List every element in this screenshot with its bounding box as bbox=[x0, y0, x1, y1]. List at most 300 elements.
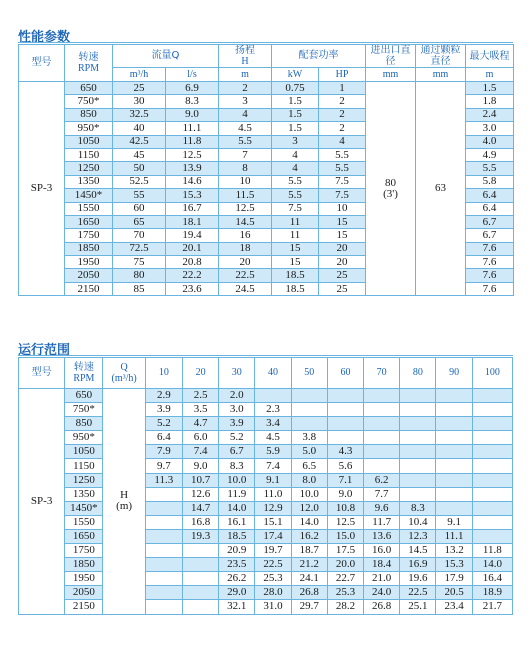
head-value-cell bbox=[364, 431, 400, 445]
header2-q-label: Q bbox=[120, 362, 128, 373]
head-value-cell: 6.7 bbox=[219, 445, 255, 459]
flow-ls-cell: 9.0 bbox=[166, 108, 219, 121]
head-value-cell bbox=[436, 459, 472, 473]
head-value-cell bbox=[182, 586, 218, 600]
power-kw-cell: 11 bbox=[272, 215, 319, 228]
head-value-cell: 5.9 bbox=[255, 445, 291, 459]
rpm-cell: 950* bbox=[65, 122, 113, 135]
head-value-cell bbox=[472, 403, 512, 417]
head-value-cell bbox=[327, 417, 363, 431]
head-value-cell: 4.5 bbox=[255, 431, 291, 445]
header-head-unit: m bbox=[219, 68, 272, 82]
head-value-cell bbox=[472, 417, 512, 431]
head-value-cell bbox=[400, 445, 436, 459]
head-value-cell bbox=[255, 389, 291, 403]
rpm-cell: 650 bbox=[65, 82, 113, 95]
suction-cell: 7.6 bbox=[466, 242, 514, 255]
power-kw-cell: 5.5 bbox=[272, 189, 319, 202]
head-cell: 24.5 bbox=[219, 282, 272, 295]
head-value-cell: 26.8 bbox=[364, 600, 400, 614]
head-value-cell: 14.5 bbox=[400, 544, 436, 558]
head-cell: 14.5 bbox=[219, 215, 272, 228]
flow-ls-cell: 19.4 bbox=[166, 229, 219, 242]
table-row bbox=[19, 501, 513, 515]
operating-range-table-body bbox=[19, 389, 513, 615]
head-value-cell: 5.2 bbox=[219, 431, 255, 445]
head-value-cell: 21.0 bbox=[364, 572, 400, 586]
power-hp-cell: 7.5 bbox=[319, 175, 366, 188]
head-value-cell bbox=[145, 600, 182, 614]
head-value-cell bbox=[182, 544, 218, 558]
head-value-cell: 18.7 bbox=[291, 544, 327, 558]
head-value-cell: 8.3 bbox=[400, 501, 436, 515]
head-value-cell: 17.5 bbox=[327, 544, 363, 558]
flow-ls-cell: 11.1 bbox=[166, 122, 219, 135]
suction-cell: 1.5 bbox=[466, 82, 514, 95]
flow-ls-cell: 13.9 bbox=[166, 162, 219, 175]
operating-range-table bbox=[18, 357, 513, 615]
rpm-cell: 1650 bbox=[65, 529, 103, 543]
flow-m3h-cell: 25 bbox=[113, 82, 166, 95]
rpm-cell: 2050 bbox=[65, 586, 103, 600]
top-rule bbox=[18, 42, 513, 43]
head-value-cell bbox=[364, 445, 400, 459]
head-value-cell bbox=[400, 431, 436, 445]
flow-m3h-cell: 40 bbox=[113, 122, 166, 135]
head-value-cell bbox=[291, 417, 327, 431]
performance-table bbox=[18, 44, 514, 296]
head-value-cell bbox=[400, 487, 436, 501]
power-hp-cell: 4 bbox=[319, 135, 366, 148]
rpm-cell: 1350 bbox=[65, 487, 103, 501]
head-value-cell: 18.4 bbox=[364, 558, 400, 572]
head-value-cell bbox=[400, 389, 436, 403]
head-value-cell bbox=[436, 487, 472, 501]
power-hp-cell: 25 bbox=[319, 282, 366, 295]
head-value-cell bbox=[145, 501, 182, 515]
power-kw-cell: 18.5 bbox=[272, 282, 319, 295]
head-value-cell: 9.1 bbox=[436, 515, 472, 529]
head-value-cell: 28.2 bbox=[327, 600, 363, 614]
head-value-cell: 16.2 bbox=[291, 529, 327, 543]
power-hp-cell: 15 bbox=[319, 215, 366, 228]
head-value-cell: 16.4 bbox=[472, 572, 512, 586]
head-value-cell: 10.8 bbox=[327, 501, 363, 515]
head-value-cell: 7.4 bbox=[255, 459, 291, 473]
flow-m3h-cell: 60 bbox=[113, 202, 166, 215]
flow-ls-cell: 11.8 bbox=[166, 135, 219, 148]
head-value-cell: 25.3 bbox=[255, 572, 291, 586]
rpm-cell: 1250 bbox=[65, 162, 113, 175]
model-cell: SP-3 bbox=[19, 389, 65, 615]
power-kw-cell: 11 bbox=[272, 229, 319, 242]
head-value-cell bbox=[364, 389, 400, 403]
head-value-cell: 16.1 bbox=[219, 515, 255, 529]
flow-ls-cell: 14.6 bbox=[166, 175, 219, 188]
table-row bbox=[19, 558, 513, 572]
power-kw-cell: 15 bbox=[272, 242, 319, 255]
head-value-cell: 24.1 bbox=[291, 572, 327, 586]
head-value-cell bbox=[436, 431, 472, 445]
table-row bbox=[19, 473, 513, 487]
head-value-cell: 11.0 bbox=[255, 487, 291, 501]
head-value-cell bbox=[145, 558, 182, 572]
header-particle: 通过颗粒直径 bbox=[416, 45, 466, 68]
head-value-cell: 9.7 bbox=[145, 459, 182, 473]
head-cell: 8 bbox=[219, 162, 272, 175]
head-value-cell bbox=[182, 572, 218, 586]
head-value-cell bbox=[145, 586, 182, 600]
head-value-cell: 12.0 bbox=[291, 501, 327, 515]
inlet-value-inch: (3') bbox=[383, 187, 398, 200]
header2-flow: 30 bbox=[219, 358, 255, 389]
head-cell: 12.5 bbox=[219, 202, 272, 215]
head-value-cell: 3.9 bbox=[219, 417, 255, 431]
head-value-cell: 20.5 bbox=[436, 586, 472, 600]
performance-table-body bbox=[19, 82, 514, 296]
header2-model: 型号 bbox=[19, 358, 65, 389]
header-speed-label: 转速 bbox=[78, 52, 99, 63]
head-value-cell bbox=[436, 473, 472, 487]
table-row bbox=[19, 459, 513, 473]
head-value-cell: 10.0 bbox=[291, 487, 327, 501]
flow-ls-cell: 18.1 bbox=[166, 215, 219, 228]
head-cell: 16 bbox=[219, 229, 272, 242]
table-row bbox=[19, 389, 513, 403]
table-row bbox=[19, 431, 513, 445]
head-value-cell: 8.0 bbox=[291, 473, 327, 487]
header-speed bbox=[65, 45, 113, 82]
head-value-cell: 5.0 bbox=[291, 445, 327, 459]
header-speed-unit: RPM bbox=[77, 63, 100, 74]
flow-m3h-cell: 70 bbox=[113, 229, 166, 242]
header-suction-unit: m bbox=[466, 68, 514, 82]
head-value-cell bbox=[327, 431, 363, 445]
power-hp-cell: 20 bbox=[319, 242, 366, 255]
suction-cell: 7.6 bbox=[466, 269, 514, 282]
head-value-cell bbox=[472, 487, 512, 501]
head-value-cell: 19.6 bbox=[400, 572, 436, 586]
header2-speed-unit: RPM bbox=[73, 373, 95, 384]
flow-m3h-cell: 50 bbox=[113, 162, 166, 175]
head-cell: 11.5 bbox=[219, 189, 272, 202]
head-value-cell: 7.1 bbox=[327, 473, 363, 487]
power-hp-cell: 5.5 bbox=[319, 148, 366, 161]
header-head-symbol: H bbox=[241, 56, 249, 67]
power-kw-cell: 1.5 bbox=[272, 108, 319, 121]
head-value-cell: 6.2 bbox=[364, 473, 400, 487]
head-value-cell: 2.5 bbox=[182, 389, 218, 403]
h-unit: (m) bbox=[116, 500, 133, 513]
header-suction: 最大吸程 bbox=[466, 45, 514, 68]
head-value-cell bbox=[472, 529, 512, 543]
header2-flow: 90 bbox=[436, 358, 472, 389]
head-value-cell: 22.5 bbox=[400, 586, 436, 600]
head-cell: 7 bbox=[219, 148, 272, 161]
head-value-cell: 10.0 bbox=[219, 473, 255, 487]
rpm-cell: 850 bbox=[65, 108, 113, 121]
head-value-cell: 15.1 bbox=[255, 515, 291, 529]
head-value-cell: 26.2 bbox=[219, 572, 255, 586]
table-row bbox=[19, 515, 513, 529]
head-cell: 5.5 bbox=[219, 135, 272, 148]
head-value-cell: 2.9 bbox=[145, 389, 182, 403]
rpm-cell: 1050 bbox=[65, 445, 103, 459]
rpm-cell: 1450* bbox=[65, 189, 113, 202]
head-value-cell: 7.9 bbox=[145, 445, 182, 459]
head-value-cell: 7.4 bbox=[182, 445, 218, 459]
head-value-cell: 3.9 bbox=[145, 403, 182, 417]
inlet-value: 80 bbox=[385, 176, 396, 189]
flow-m3h-cell: 45 bbox=[113, 148, 166, 161]
head-value-cell bbox=[400, 417, 436, 431]
head-value-cell: 31.0 bbox=[255, 600, 291, 614]
head-value-cell bbox=[472, 515, 512, 529]
head-value-cell: 9.0 bbox=[182, 459, 218, 473]
head-value-cell: 13.2 bbox=[436, 544, 472, 558]
head-value-cell bbox=[182, 600, 218, 614]
head-value-cell: 23.4 bbox=[436, 600, 472, 614]
rpm-cell: 1550 bbox=[65, 515, 103, 529]
head-value-cell: 21.2 bbox=[291, 558, 327, 572]
suction-cell: 4.0 bbox=[466, 135, 514, 148]
head-value-cell: 20.9 bbox=[219, 544, 255, 558]
flow-m3h-cell: 32.5 bbox=[113, 108, 166, 121]
flow-m3h-cell: 52.5 bbox=[113, 175, 166, 188]
head-value-cell: 2.0 bbox=[219, 389, 255, 403]
table-row bbox=[19, 544, 513, 558]
head-value-cell: 15.0 bbox=[327, 529, 363, 543]
table-row bbox=[19, 403, 513, 417]
power-hp-cell: 15 bbox=[319, 229, 366, 242]
header2-flow: 40 bbox=[255, 358, 291, 389]
rpm-cell: 1850 bbox=[65, 242, 113, 255]
table-row bbox=[19, 445, 513, 459]
mid-rule bbox=[18, 355, 513, 356]
head-value-cell bbox=[472, 473, 512, 487]
suction-cell: 3.0 bbox=[466, 122, 514, 135]
head-value-cell: 17.4 bbox=[255, 529, 291, 543]
head-value-cell: 3.4 bbox=[255, 417, 291, 431]
head-value-cell: 14.7 bbox=[182, 501, 218, 515]
head-value-cell: 32.1 bbox=[219, 600, 255, 614]
head-value-cell: 4.7 bbox=[182, 417, 218, 431]
suction-cell: 6.4 bbox=[466, 189, 514, 202]
rpm-cell: 950* bbox=[65, 431, 103, 445]
head-value-cell: 14.0 bbox=[472, 558, 512, 572]
suction-cell: 5.5 bbox=[466, 162, 514, 175]
head-cell: 4.5 bbox=[219, 122, 272, 135]
power-kw-cell: 4 bbox=[272, 162, 319, 175]
head-value-cell: 19.3 bbox=[182, 529, 218, 543]
head-value-cell: 28.0 bbox=[255, 586, 291, 600]
rpm-cell: 1650 bbox=[65, 215, 113, 228]
power-kw-cell: 5.5 bbox=[272, 175, 319, 188]
table-row bbox=[19, 600, 513, 614]
h-label: H bbox=[120, 489, 129, 502]
h-label-cell bbox=[103, 389, 145, 615]
head-value-cell bbox=[472, 459, 512, 473]
head-value-cell: 29.7 bbox=[291, 600, 327, 614]
rpm-cell: 2150 bbox=[65, 282, 113, 295]
rpm-cell: 1950 bbox=[65, 572, 103, 586]
head-value-cell bbox=[182, 558, 218, 572]
flow-m3h-cell: 55 bbox=[113, 189, 166, 202]
header-model: 型号 bbox=[19, 45, 65, 82]
power-hp-cell: 2 bbox=[319, 95, 366, 108]
head-value-cell: 14.0 bbox=[219, 501, 255, 515]
head-value-cell: 6.5 bbox=[291, 459, 327, 473]
suction-cell: 7.6 bbox=[466, 282, 514, 295]
rpm-cell: 1450* bbox=[65, 501, 103, 515]
head-value-cell: 20.0 bbox=[327, 558, 363, 572]
power-hp-cell: 10 bbox=[319, 202, 366, 215]
table-row bbox=[19, 82, 514, 95]
head-value-cell: 12.9 bbox=[255, 501, 291, 515]
head-value-cell: 11.7 bbox=[364, 515, 400, 529]
head-value-cell: 9.0 bbox=[327, 487, 363, 501]
head-cell: 22.5 bbox=[219, 269, 272, 282]
flow-ls-cell: 12.5 bbox=[166, 148, 219, 161]
inlet-cell bbox=[366, 82, 416, 296]
flow-ls-cell: 22.2 bbox=[166, 269, 219, 282]
particle-cell: 63 bbox=[416, 82, 466, 296]
rpm-cell: 2150 bbox=[65, 600, 103, 614]
power-kw-cell: 1.5 bbox=[272, 95, 319, 108]
head-value-cell bbox=[472, 445, 512, 459]
power-kw-cell: 1.5 bbox=[272, 122, 319, 135]
rpm-cell: 2050 bbox=[65, 269, 113, 282]
power-kw-cell: 18.5 bbox=[272, 269, 319, 282]
rpm-cell: 750* bbox=[65, 403, 103, 417]
head-value-cell: 21.7 bbox=[472, 600, 512, 614]
power-kw-cell: 4 bbox=[272, 148, 319, 161]
flow-m3h-cell: 85 bbox=[113, 282, 166, 295]
power-hp-cell: 2 bbox=[319, 122, 366, 135]
header2-flow: 80 bbox=[400, 358, 436, 389]
table-row bbox=[19, 572, 513, 586]
suction-cell: 6.4 bbox=[466, 202, 514, 215]
flow-ls-cell: 23.6 bbox=[166, 282, 219, 295]
head-value-cell: 9.1 bbox=[255, 473, 291, 487]
flow-ls-cell: 20.8 bbox=[166, 256, 219, 269]
header-head-label: 扬程 bbox=[235, 45, 255, 56]
flow-ls-cell: 8.3 bbox=[166, 95, 219, 108]
flow-m3h-cell: 65 bbox=[113, 215, 166, 228]
head-value-cell: 15.3 bbox=[436, 558, 472, 572]
flow-m3h-cell: 42.5 bbox=[113, 135, 166, 148]
flow-m3h-cell: 30 bbox=[113, 95, 166, 108]
header2-speed-label: 转速 bbox=[73, 362, 94, 373]
head-value-cell: 10.7 bbox=[182, 473, 218, 487]
head-value-cell bbox=[145, 529, 182, 543]
head-value-cell: 3.0 bbox=[219, 403, 255, 417]
head-value-cell: 2.3 bbox=[255, 403, 291, 417]
head-value-cell: 10.4 bbox=[400, 515, 436, 529]
power-hp-cell: 5.5 bbox=[319, 162, 366, 175]
table-row bbox=[19, 417, 513, 431]
head-value-cell bbox=[145, 544, 182, 558]
suction-cell: 7.6 bbox=[466, 256, 514, 269]
head-value-cell: 19.7 bbox=[255, 544, 291, 558]
header-power-unit-hp: HP bbox=[319, 68, 366, 82]
header2-flow: 100 bbox=[472, 358, 512, 389]
header-flow: 流量Q bbox=[113, 45, 219, 68]
rpm-cell: 1950 bbox=[65, 256, 113, 269]
head-value-cell: 26.8 bbox=[291, 586, 327, 600]
head-value-cell: 18.5 bbox=[219, 529, 255, 543]
head-value-cell bbox=[436, 501, 472, 515]
head-value-cell: 11.8 bbox=[472, 544, 512, 558]
head-value-cell: 16.9 bbox=[400, 558, 436, 572]
rpm-cell: 1150 bbox=[65, 459, 103, 473]
head-value-cell: 6.4 bbox=[145, 431, 182, 445]
rpm-cell: 1050 bbox=[65, 135, 113, 148]
flow-ls-cell: 15.3 bbox=[166, 189, 219, 202]
power-kw-cell: 15 bbox=[272, 256, 319, 269]
head-value-cell bbox=[436, 417, 472, 431]
rpm-cell: 650 bbox=[65, 389, 103, 403]
rpm-cell: 850 bbox=[65, 417, 103, 431]
head-value-cell bbox=[327, 403, 363, 417]
head-cell: 18 bbox=[219, 242, 272, 255]
head-value-cell: 24.0 bbox=[364, 586, 400, 600]
head-value-cell: 7.7 bbox=[364, 487, 400, 501]
section-title-operating-range: 运行范围 bbox=[18, 343, 71, 358]
rpm-cell: 1850 bbox=[65, 558, 103, 572]
header2-flow: 10 bbox=[145, 358, 182, 389]
rpm-cell: 1250 bbox=[65, 473, 103, 487]
header2-q-unit: (m³/h) bbox=[111, 373, 137, 384]
header2-speed bbox=[65, 358, 103, 389]
head-cell: 3 bbox=[219, 95, 272, 108]
header-head bbox=[219, 45, 272, 68]
rpm-cell: 750* bbox=[65, 95, 113, 108]
head-value-cell: 6.0 bbox=[182, 431, 218, 445]
head-cell: 4 bbox=[219, 108, 272, 121]
head-value-cell bbox=[145, 487, 182, 501]
power-kw-cell: 3 bbox=[272, 135, 319, 148]
suction-cell: 6.7 bbox=[466, 215, 514, 228]
head-value-cell: 4.3 bbox=[327, 445, 363, 459]
flow-m3h-cell: 80 bbox=[113, 269, 166, 282]
power-hp-cell: 1 bbox=[319, 82, 366, 95]
head-value-cell: 25.1 bbox=[400, 600, 436, 614]
power-hp-cell: 20 bbox=[319, 256, 366, 269]
head-value-cell bbox=[400, 473, 436, 487]
flow-m3h-cell: 75 bbox=[113, 256, 166, 269]
head-value-cell: 5.6 bbox=[327, 459, 363, 473]
rpm-cell: 1150 bbox=[65, 148, 113, 161]
head-value-cell: 11.9 bbox=[219, 487, 255, 501]
flow-ls-cell: 16.7 bbox=[166, 202, 219, 215]
header-flow-unit-m3h: m³/h bbox=[113, 68, 166, 82]
head-value-cell bbox=[364, 417, 400, 431]
head-value-cell bbox=[145, 515, 182, 529]
power-kw-cell: 0.75 bbox=[272, 82, 319, 95]
power-hp-cell: 2 bbox=[319, 108, 366, 121]
head-value-cell: 22.5 bbox=[255, 558, 291, 572]
header2-flow: 70 bbox=[364, 358, 400, 389]
head-value-cell: 22.7 bbox=[327, 572, 363, 586]
table-row bbox=[19, 487, 513, 501]
header2-flow: 60 bbox=[327, 358, 363, 389]
header-power: 配套功率 bbox=[272, 45, 366, 68]
head-value-cell: 12.3 bbox=[400, 529, 436, 543]
table-row bbox=[19, 529, 513, 543]
head-value-cell bbox=[400, 459, 436, 473]
head-value-cell: 3.5 bbox=[182, 403, 218, 417]
